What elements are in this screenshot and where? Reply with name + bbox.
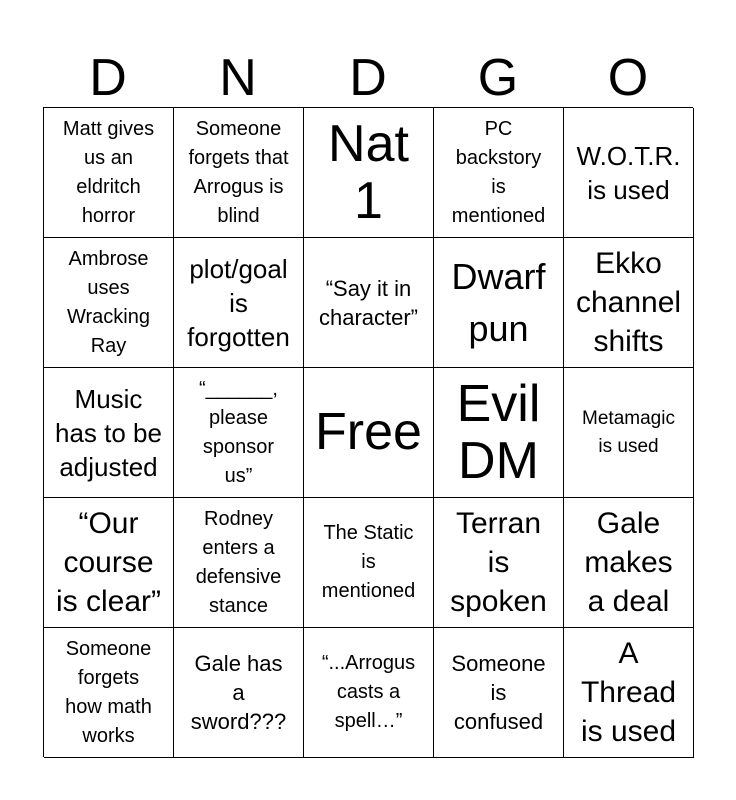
bingo-cell-2-4[interactable] <box>434 238 564 368</box>
cell-text: Ekko channel shifts <box>575 247 682 358</box>
cell-text: Free <box>315 403 422 461</box>
bingo-cell-5-2[interactable] <box>174 628 304 758</box>
bingo-board <box>43 107 693 757</box>
cell-text: Dwarf pun <box>451 255 546 349</box>
cell-text: plot/goal is forgotten <box>187 253 290 352</box>
bingo-cell-5-4[interactable] <box>434 628 564 758</box>
cell-text: PC backstory is mentioned <box>451 117 546 227</box>
cell-text: Matt gives us an eldritch horror <box>62 117 155 227</box>
bingo-cell-4-2[interactable] <box>174 498 304 628</box>
header-letter-g: G <box>477 49 519 107</box>
bingo-cell-5-1[interactable] <box>44 628 174 758</box>
cell-text: Someone forgets how math works <box>65 637 152 747</box>
bingo-cell-2-3[interactable] <box>304 238 434 368</box>
bingo-cell-3-5[interactable] <box>564 368 694 498</box>
cell-text: Someone is confused <box>451 651 546 734</box>
bingo-cell-1-3[interactable] <box>304 108 434 238</box>
header-letter-d-2: D <box>349 49 387 107</box>
cell-text: “Our course is clear” <box>55 507 161 618</box>
bingo-cell-5-5[interactable] <box>564 628 694 758</box>
bingo-cell-3-3-free[interactable] <box>304 368 434 498</box>
bingo-cell-5-3[interactable] <box>304 628 434 758</box>
bingo-cell-3-2[interactable] <box>174 368 304 498</box>
bingo-cell-1-5[interactable] <box>564 108 694 238</box>
bingo-cell-4-5[interactable] <box>564 498 694 628</box>
bingo-cell-2-2[interactable] <box>174 238 304 368</box>
cell-text: Evil DM <box>456 374 541 490</box>
cell-text: The Static is mentioned <box>321 522 416 602</box>
bingo-cell-3-1[interactable] <box>44 368 174 498</box>
cell-text: A Thread is used <box>580 637 677 748</box>
header-letter-n: N <box>219 49 257 107</box>
cell-text: Music has to be adjusted <box>55 383 162 482</box>
cell-text: Ambrose uses Wracking Ray <box>67 247 150 357</box>
bingo-cell-2-1[interactable] <box>44 238 174 368</box>
cell-text: “Say it in character” <box>318 275 419 330</box>
cell-text: Rodney enters a defensive stance <box>195 507 282 617</box>
cell-text: Someone forgets that Arrogus is blind <box>188 117 289 227</box>
bingo-cell-1-4[interactable] <box>434 108 564 238</box>
cell-text: Gale makes a deal <box>584 507 673 618</box>
cell-text: Nat 1 <box>328 114 409 230</box>
bingo-cell-2-5[interactable] <box>564 238 694 368</box>
header-letter-d: D <box>89 49 127 107</box>
cell-text: Terran is spoken <box>450 507 547 618</box>
bingo-cell-4-4[interactable] <box>434 498 564 628</box>
cell-text: Gale has a sword??? <box>190 651 287 734</box>
bingo-header <box>43 44 693 108</box>
header-letter-o: O <box>607 49 649 107</box>
cell-text: “______, please sponsor us” <box>199 377 278 487</box>
bingo-cell-3-4[interactable] <box>434 368 564 498</box>
cell-text: Metamagic is used <box>582 407 675 457</box>
cell-text: “...Arrogus casts a spell…” <box>321 652 416 732</box>
bingo-cell-1-2[interactable] <box>174 108 304 238</box>
bingo-cell-1-1[interactable] <box>44 108 174 238</box>
bingo-cell-4-3[interactable] <box>304 498 434 628</box>
cell-text: W.O.T.R. is used <box>576 140 681 205</box>
bingo-cell-4-1[interactable] <box>44 498 174 628</box>
